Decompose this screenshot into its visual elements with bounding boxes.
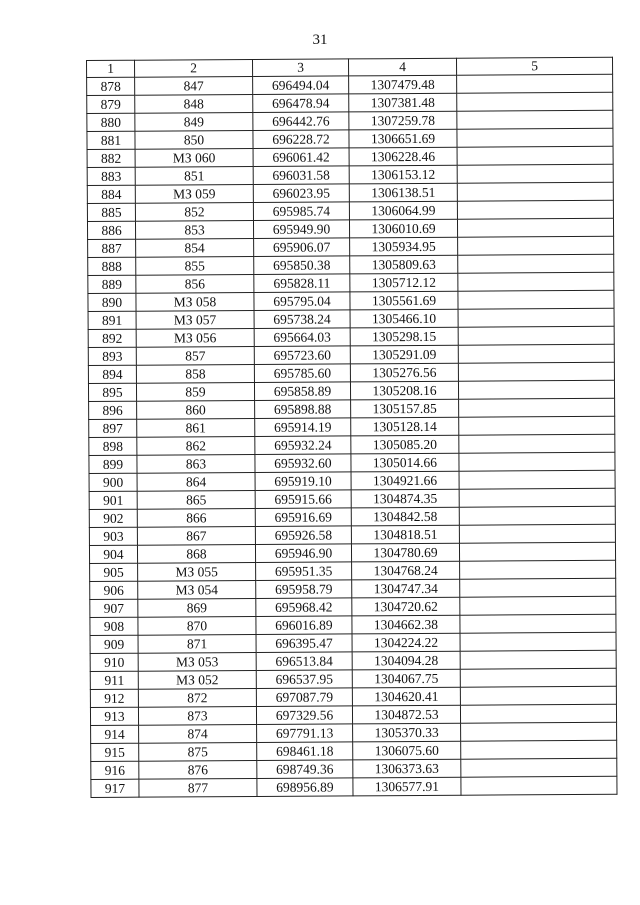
table-cell: 695898.88 bbox=[255, 400, 351, 419]
table-cell: 870 bbox=[138, 616, 256, 635]
table-cell: 908 bbox=[90, 617, 138, 635]
table-cell: 904 bbox=[89, 545, 137, 563]
table-cell bbox=[458, 290, 614, 309]
table-cell: 871 bbox=[138, 634, 256, 653]
table-cell: 900 bbox=[89, 473, 137, 491]
table-body bbox=[87, 74, 617, 797]
table-cell: МЗ 054 bbox=[138, 580, 256, 599]
table-cell: 869 bbox=[138, 598, 256, 617]
table-cell bbox=[460, 704, 616, 723]
table-cell bbox=[459, 542, 615, 561]
table-cell: 1304818.51 bbox=[351, 525, 459, 544]
table-cell bbox=[459, 524, 615, 543]
table-cell: 883 bbox=[87, 167, 135, 185]
table-cell bbox=[458, 362, 614, 381]
column-header: 1 bbox=[87, 60, 135, 77]
table-cell bbox=[457, 128, 613, 147]
table-cell: 848 bbox=[135, 94, 253, 113]
table-cell: 1304720.62 bbox=[352, 597, 460, 616]
table-cell: 907 bbox=[90, 599, 138, 617]
table-cell: 880 bbox=[87, 113, 135, 131]
table-cell: 698956.89 bbox=[257, 778, 353, 797]
table-cell bbox=[457, 92, 613, 111]
table-cell: 860 bbox=[137, 400, 255, 419]
table-cell: 697791.13 bbox=[257, 724, 353, 743]
table-cell: 695738.24 bbox=[254, 310, 350, 329]
table-cell: 858 bbox=[136, 364, 254, 383]
table-cell: 1305208.16 bbox=[350, 381, 458, 400]
table-cell bbox=[459, 452, 615, 471]
table-cell bbox=[460, 578, 616, 597]
table-cell: 872 bbox=[138, 688, 256, 707]
table-cell: 696395.47 bbox=[256, 634, 352, 653]
table-cell: 1307381.48 bbox=[349, 93, 457, 112]
table-cell: 695919.10 bbox=[255, 472, 351, 491]
table-row bbox=[91, 776, 617, 797]
table-cell bbox=[461, 740, 617, 759]
table-cell: 1307479.48 bbox=[349, 75, 457, 94]
table-cell bbox=[458, 344, 614, 363]
table-cell bbox=[460, 614, 616, 633]
page-number: 31 bbox=[312, 32, 328, 48]
table-cell bbox=[460, 686, 616, 705]
table-cell: 863 bbox=[137, 454, 255, 473]
table-cell: 1304662.38 bbox=[352, 615, 460, 634]
table-cell: 885 bbox=[87, 203, 135, 221]
table-cell: 897 bbox=[89, 419, 137, 437]
table-cell: 1306228.46 bbox=[349, 147, 457, 166]
table-cell: 886 bbox=[87, 221, 135, 239]
table-cell: 695795.04 bbox=[254, 292, 350, 311]
table-cell: 889 bbox=[88, 275, 136, 293]
table-cell: 1304872.53 bbox=[352, 705, 460, 724]
table-cell bbox=[457, 74, 613, 93]
table-cell bbox=[459, 416, 615, 435]
table-cell: 695985.74 bbox=[253, 202, 349, 221]
table-cell: 855 bbox=[136, 256, 254, 275]
table-cell: 695932.60 bbox=[255, 454, 351, 473]
table-cell: 1305561.69 bbox=[350, 291, 458, 310]
table-cell bbox=[459, 488, 615, 507]
table-cell bbox=[457, 146, 613, 165]
column-header: 5 bbox=[456, 57, 612, 75]
table-cell: 891 bbox=[88, 311, 136, 329]
table-cell: 695958.79 bbox=[256, 580, 352, 599]
table-cell: 890 bbox=[88, 293, 136, 311]
table-cell: 868 bbox=[137, 544, 255, 563]
table-cell: 1305298.15 bbox=[350, 327, 458, 346]
table-cell: 695664.03 bbox=[254, 328, 350, 347]
table-cell: 911 bbox=[90, 671, 138, 689]
table-cell bbox=[458, 236, 614, 255]
table-cell: 876 bbox=[139, 760, 257, 779]
table-cell: 882 bbox=[87, 149, 135, 167]
table-cell: 862 bbox=[137, 436, 255, 455]
table-cell bbox=[459, 398, 615, 417]
table-cell: 1306577.91 bbox=[353, 777, 461, 796]
table-cell bbox=[460, 596, 616, 615]
table-cell: 1306153.12 bbox=[349, 165, 457, 184]
table-cell: 1304780.69 bbox=[351, 543, 459, 562]
table-cell: 894 bbox=[88, 365, 136, 383]
table-cell: 1305014.66 bbox=[351, 453, 459, 472]
table-cell: 695914.19 bbox=[255, 418, 351, 437]
coordinates-table bbox=[86, 57, 617, 798]
table-cell: 1305291.09 bbox=[350, 345, 458, 364]
table-cell: 1305157.85 bbox=[351, 399, 459, 418]
table-cell: 1307259.78 bbox=[349, 111, 457, 130]
table-cell: 696031.58 bbox=[253, 166, 349, 185]
table-cell: 695828.11 bbox=[254, 274, 350, 293]
table-cell: 916 bbox=[91, 761, 139, 779]
table-cell bbox=[457, 218, 613, 237]
table-cell: 867 bbox=[137, 526, 255, 545]
table-cell bbox=[457, 164, 613, 183]
table-cell: 695949.90 bbox=[253, 220, 349, 239]
table-cell: 695850.38 bbox=[254, 256, 350, 275]
table-cell: МЗ 057 bbox=[136, 310, 254, 329]
table-cell: 878 bbox=[87, 77, 135, 95]
table-cell: 892 bbox=[88, 329, 136, 347]
table-cell: 695916.69 bbox=[255, 508, 351, 527]
table-cell: 915 bbox=[91, 743, 139, 761]
table-cell: 888 bbox=[88, 257, 136, 275]
table-cell: 902 bbox=[89, 509, 137, 527]
table-cell: 851 bbox=[135, 166, 253, 185]
table-cell: 906 bbox=[90, 581, 138, 599]
table-cell bbox=[458, 272, 614, 291]
table-cell bbox=[461, 776, 617, 795]
table-cell: 695785.60 bbox=[254, 364, 350, 383]
column-header: 2 bbox=[135, 59, 253, 77]
table-cell: 695968.42 bbox=[256, 598, 352, 617]
table-cell: 901 bbox=[89, 491, 137, 509]
table-cell: 896 bbox=[89, 401, 137, 419]
table-cell bbox=[460, 560, 616, 579]
table-cell: 874 bbox=[139, 724, 257, 743]
table-cell bbox=[461, 722, 617, 741]
table-cell bbox=[458, 254, 614, 273]
table-cell: 1304921.66 bbox=[351, 471, 459, 490]
table-cell: 696061.42 bbox=[253, 148, 349, 167]
table-cell: 696513.84 bbox=[256, 652, 352, 671]
table-cell: 873 bbox=[138, 706, 256, 725]
table-cell: 912 bbox=[90, 689, 138, 707]
table-cell: 899 bbox=[89, 455, 137, 473]
table-cell: 1305276.56 bbox=[350, 363, 458, 382]
table-cell: МЗ 060 bbox=[135, 148, 253, 167]
table-cell: МЗ 052 bbox=[138, 670, 256, 689]
table-cell: 866 bbox=[137, 508, 255, 527]
table-cell: 1305085.20 bbox=[351, 435, 459, 454]
table-cell: 1305809.63 bbox=[350, 255, 458, 274]
table-cell bbox=[460, 632, 616, 651]
table-cell: 697329.56 bbox=[256, 706, 352, 725]
table-cell bbox=[457, 200, 613, 219]
table-cell bbox=[459, 434, 615, 453]
table-cell: 1305370.33 bbox=[353, 723, 461, 742]
table-cell: 864 bbox=[137, 472, 255, 491]
table-cell: 1306138.51 bbox=[349, 183, 457, 202]
table-cell: 696478.94 bbox=[253, 94, 349, 113]
table-cell: 1305466.10 bbox=[350, 309, 458, 328]
table-cell: 695926.58 bbox=[255, 526, 351, 545]
table-cell: 884 bbox=[87, 185, 135, 203]
table-cell: 696494.04 bbox=[253, 76, 349, 95]
table-cell: 695906.07 bbox=[254, 238, 350, 257]
table-cell: 909 bbox=[90, 635, 138, 653]
table-cell: МЗ 053 bbox=[138, 652, 256, 671]
table-cell: 913 bbox=[90, 707, 138, 725]
table-cell: 696016.89 bbox=[256, 616, 352, 635]
table-cell bbox=[460, 668, 616, 687]
table-cell: 1306373.63 bbox=[353, 759, 461, 778]
table-cell: МЗ 056 bbox=[136, 328, 254, 347]
table-cell: 1306010.69 bbox=[349, 219, 457, 238]
table-cell: 865 bbox=[137, 490, 255, 509]
table-cell: МЗ 055 bbox=[138, 562, 256, 581]
table-cell: 695951.35 bbox=[256, 562, 352, 581]
table-cell: 1306651.69 bbox=[349, 129, 457, 148]
table-cell: 881 bbox=[87, 131, 135, 149]
table-cell bbox=[457, 110, 613, 129]
table-cell: 879 bbox=[87, 95, 135, 113]
table-cell: 698461.18 bbox=[257, 742, 353, 761]
table-cell: 695723.60 bbox=[254, 346, 350, 365]
table-cell: 903 bbox=[89, 527, 137, 545]
table-cell: 1305128.14 bbox=[351, 417, 459, 436]
table-cell: 914 bbox=[91, 725, 139, 743]
table-cell: 1304620.41 bbox=[352, 687, 460, 706]
table-cell bbox=[459, 506, 615, 525]
table-cell: 917 bbox=[91, 779, 139, 797]
table-cell bbox=[458, 380, 614, 399]
table-cell: 898 bbox=[89, 437, 137, 455]
table-cell: 1304747.34 bbox=[352, 579, 460, 598]
table-cell: 1305934.95 bbox=[350, 237, 458, 256]
table-cell bbox=[461, 758, 617, 777]
table-cell: 1306075.60 bbox=[353, 741, 461, 760]
table-cell: 695858.89 bbox=[254, 382, 350, 401]
table-cell: 857 bbox=[136, 346, 254, 365]
table-cell: 696442.76 bbox=[253, 112, 349, 131]
table-cell: 859 bbox=[136, 382, 254, 401]
table-cell: 910 bbox=[90, 653, 138, 671]
table-cell bbox=[457, 182, 613, 201]
table-cell bbox=[458, 308, 614, 327]
table-cell: 695946.90 bbox=[255, 544, 351, 563]
table-cell bbox=[458, 326, 614, 345]
table-cell: 852 bbox=[135, 202, 253, 221]
table-cell: 1305712.12 bbox=[350, 273, 458, 292]
table-cell bbox=[460, 650, 616, 669]
table-cell: 856 bbox=[136, 274, 254, 293]
column-header: 3 bbox=[252, 59, 348, 77]
table-cell: МЗ 059 bbox=[135, 184, 253, 203]
table-cell: 854 bbox=[136, 238, 254, 257]
table-cell: 849 bbox=[135, 112, 253, 131]
table-cell: 875 bbox=[139, 742, 257, 761]
table-cell: 1304768.24 bbox=[352, 561, 460, 580]
table-cell: 877 bbox=[139, 778, 257, 797]
table-cell: 695932.24 bbox=[255, 436, 351, 455]
table-cell: 895 bbox=[88, 383, 136, 401]
table-cell: 1304842.58 bbox=[351, 507, 459, 526]
table-cell: МЗ 058 bbox=[136, 292, 254, 311]
table-cell: 1304874.35 bbox=[351, 489, 459, 508]
column-header: 4 bbox=[348, 58, 456, 76]
table-cell: 696228.72 bbox=[253, 130, 349, 149]
table-cell: 698749.36 bbox=[257, 760, 353, 779]
table-cell: 1304094.28 bbox=[352, 651, 460, 670]
table-cell: 696537.95 bbox=[256, 670, 352, 689]
table-cell: 695915.66 bbox=[255, 490, 351, 509]
table-cell: 697087.79 bbox=[256, 688, 352, 707]
table-cell: 850 bbox=[135, 130, 253, 149]
table-cell: 887 bbox=[88, 239, 136, 257]
table-cell: 1304224.22 bbox=[352, 633, 460, 652]
table-cell: 1306064.99 bbox=[349, 201, 457, 220]
table-cell bbox=[459, 470, 615, 489]
table-cell: 861 bbox=[137, 418, 255, 437]
table-cell: 1304067.75 bbox=[352, 669, 460, 688]
table-cell: 847 bbox=[135, 76, 253, 95]
table-cell: 853 bbox=[135, 220, 253, 239]
table-cell: 893 bbox=[88, 347, 136, 365]
table-cell: 696023.95 bbox=[253, 184, 349, 203]
table-cell: 905 bbox=[90, 563, 138, 581]
